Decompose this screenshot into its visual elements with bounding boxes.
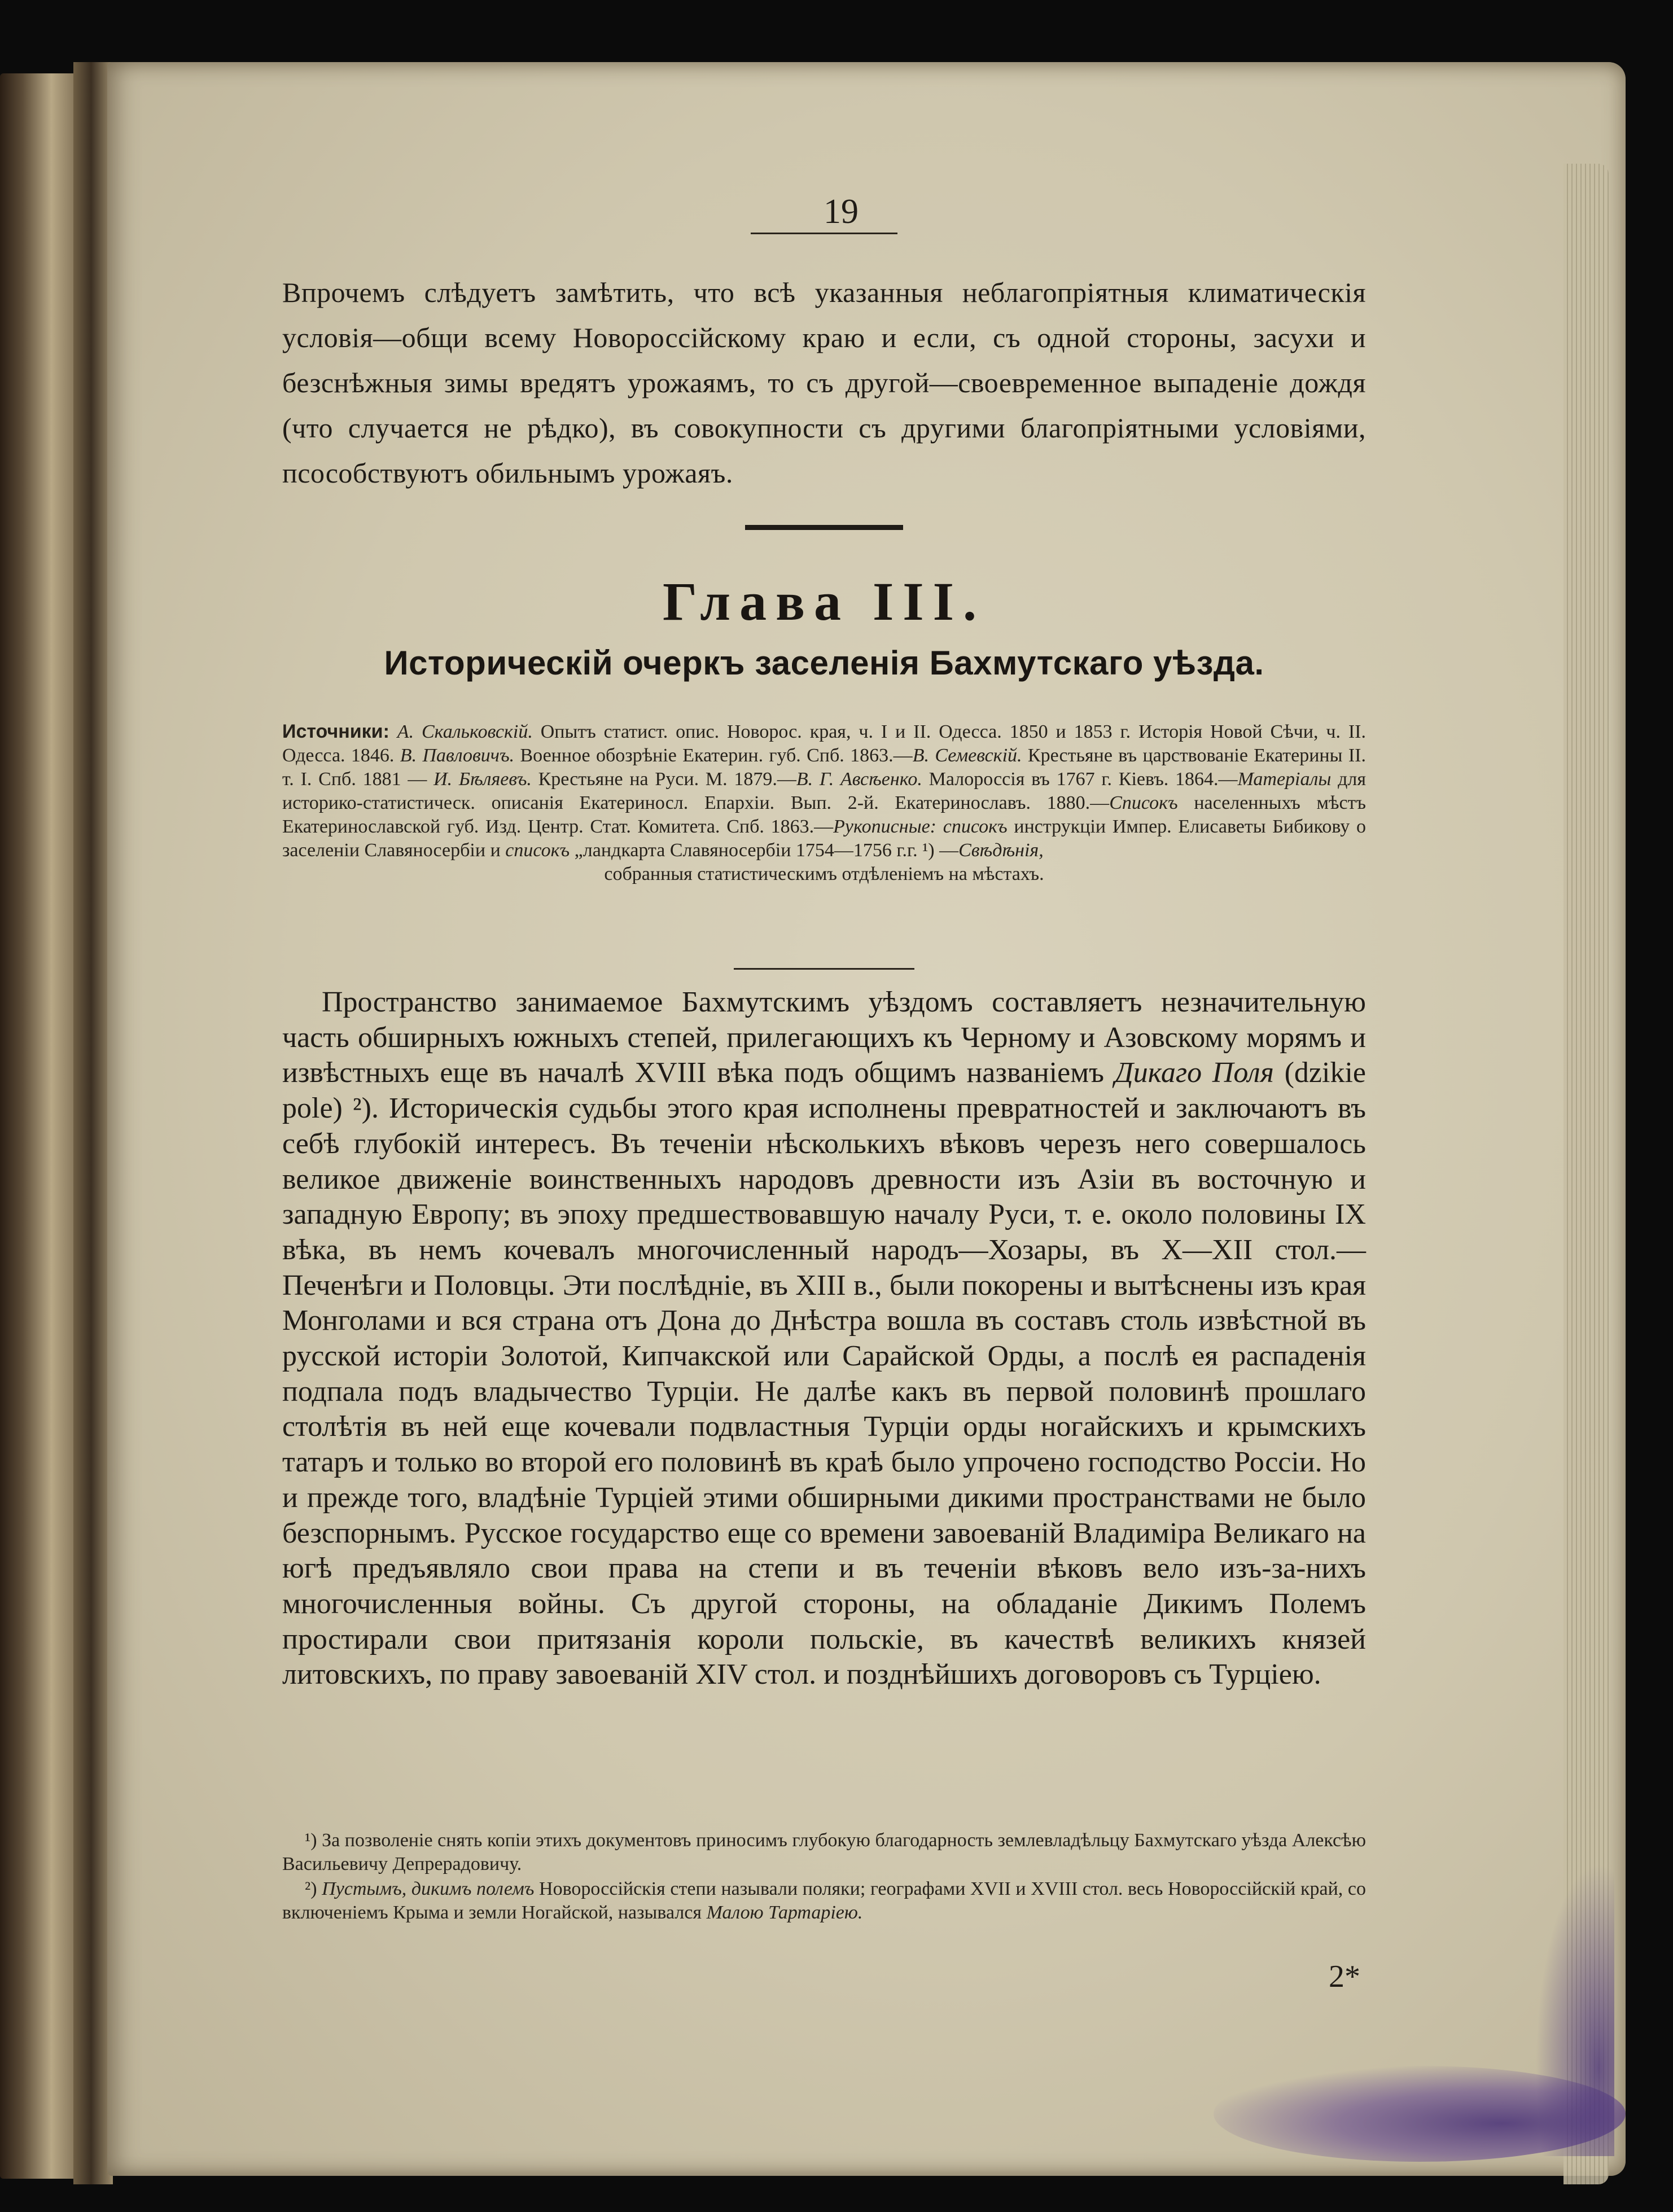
- body-text: [282, 986, 1366, 1690]
- sources-segment: [936, 816, 943, 837]
- sources-segment: А. Скальковскій.: [397, 721, 533, 742]
- sources-segment: Матеріалы: [1237, 769, 1332, 790]
- ink-stain-edge: [1535, 1863, 1614, 2156]
- sources-segment: „ландкарта Славяносербіи 1754—1756 г.г. ¹) —: [570, 840, 959, 861]
- sources-segment: списокъ: [943, 816, 1008, 837]
- body-segment: Пространство занимаемое Бахмутскимъ уѣздомъ составляетъ незначительную часть обширныхъ южныхъ степей, прилегающихъ къ Черному и Азовскому морямъ и извѣстныхъ еще въ началѣ XVIII вѣка подъ общимъ названіемъ: [282, 986, 1366, 1089]
- sources-segment: Крестьяне на Руси. М. 1879.—: [531, 769, 796, 790]
- body-segment: Дикаго Поля: [1114, 1057, 1274, 1089]
- body-segment: (dzikie pole) ²). Историческія судьбы этого края исполнены превратностей и заключаютъ въ себѣ глубокій интересъ. Въ теченіи нѣсколькихъ вѣковъ черезъ него совершалось великое движеніе воинственныхъ народовъ древности изъ Азіи въ восточную и западную Европу; въ эпоху предшествовавшую началу Руси, т. е. около половины IX вѣка, въ немъ кочевалъ многочисленный народъ—Хозары, въ X—XII стол.—Печенѣги и Половцы. Эти послѣдніе, въ XIII в., были покорены и вытѣснены изъ края Монголами и вся страна отъ Дона до Днѣстра вошла въ составъ столь извѣстной въ русской исторіи Золотой, Кипчакской или Сарайской Орды, а послѣ ея распаденія подпала подъ владычество Турціи. Не далѣе какъ въ первой половинѣ прошлаго столѣтія въ ней еще кочевали подвластныя Турціи орды ногайскихъ и крымскихъ татаръ и только во второй его половинѣ въ краѣ было упрочено господство Россіи. Но и прежде того, владѣніе Турціей этими обширными дикими пространствами не было безспорнымъ. Русское государство еще со времени завоеваній Владиміра Великаго на югѣ предъявляло свои права на степи и въ теченіи вѣковъ вело изъ-за-нихъ многочисленныя войны. Съ другой стороны, на обладаніе Дикимъ Полемъ простирали свои притязанія короли польскіе, въ качествѣ великихъ князей литовскихъ, по праву завоеваній XIV стол. и позднѣйшихъ договоровъ съ Турціею.: [282, 1057, 1366, 1691]
- sources-block: [282, 720, 1366, 886]
- sources-last-line: собранныя статистическимъ отдѣленіемъ на мѣстахъ.: [604, 864, 1044, 884]
- sources-segment: Крестьяне въ царствованіе Екатерины II. т. I. Спб. 1881 —: [282, 745, 1366, 790]
- sources-label: Источники:: [282, 721, 389, 742]
- sources-segment: для историко-статистическ. описанія Екатериносл. Епархіи. Вып. 2-й. Екатеринославъ. 1880.—: [282, 769, 1367, 813]
- sources-segment: инструкціи Импер. Елисаветы Бибикову о заселеніи Славяносербіи и: [282, 816, 1366, 861]
- sources-segment: В. Семевскій.: [912, 745, 1022, 766]
- sources-segment: Малороссія въ 1767 г. Кіевъ. 1864.—: [922, 769, 1238, 790]
- sources-segment: В. Павловичъ.: [400, 745, 515, 766]
- body-paragraph: [282, 985, 1366, 1693]
- page-number: 19: [824, 192, 859, 231]
- sources-segment: населенныхъ мѣстъ Екатеринославской губ. Изд. Центр. Стат. Комитета. Спб. 1863.—: [282, 792, 1366, 837]
- header-rule: [751, 233, 897, 234]
- chapter-divider: [745, 525, 903, 530]
- sources-segment: Военное обозрѣніе Екатерин. губ. Спб. 1863.—: [514, 745, 913, 766]
- chapter-title: Глава III.: [662, 571, 986, 632]
- footnote-2-segment: Малою Тартаріею.: [706, 1902, 863, 1923]
- footnote-2-segment: Новороссійскія степи называли поляки; географами XVII и XVIII стол. весь Новороссійскій край, со включеніемъ Крыма и земли Ногайской, назывался: [282, 1878, 1366, 1923]
- footnote-1: ¹) За позволеніе снять копіи этихъ документовъ приносимъ глубокую благодарность землевладѣльцу Бахмутскаго уѣзда Алексѣю Васильевичу Депрерадовичу.: [282, 1830, 1366, 1874]
- sources-segment: Рукописные:: [833, 816, 937, 837]
- chapter-subtitle: Историческій очеркъ заселенія Бахмутскаго уѣзда.: [384, 644, 1264, 682]
- sources-segment: списокъ: [505, 840, 570, 861]
- footnote-2-segment: ²): [305, 1878, 322, 1899]
- sources-segment: Списокъ: [1109, 792, 1178, 813]
- left-page-edge: [0, 73, 73, 2179]
- signature-mark: 2*: [1329, 1959, 1360, 1994]
- sources-text: [282, 721, 1366, 861]
- sources-segment: Опытъ статист. опис. Новорос. края, ч. I и II. Одесса. 1850 и 1853 г. Исторія Новой Сѣчи, ч. II. Одесса. 1846.: [282, 721, 1366, 766]
- section-rule: [734, 968, 914, 970]
- footnote-2: [282, 1877, 1366, 1925]
- footnote-2-segment: Пустымъ, дикимъ полемъ: [322, 1878, 535, 1899]
- intro-paragraph: Впрочемъ слѣдуетъ замѣтить, что всѣ указанныя неблагопріятныя климатическія условія—общи всему Новороссійскому краю и если, съ одной стороны, засухи и безснѣжныя зимы вредятъ урожаямъ, то съ другой—своевременное выпаденіе дождя (что случается не рѣдко), въ совокупности съ другими благопріятными условіями, псособствуютъ обильнымъ урожаяъ.: [282, 277, 1366, 489]
- sources-segment: И. Бѣляевъ.: [433, 769, 532, 790]
- sources-segment: В. Г. Авсѣенко.: [796, 769, 922, 790]
- footnotes: [282, 1829, 1366, 1926]
- sources-segment: Свѣдѣнія,: [958, 840, 1044, 861]
